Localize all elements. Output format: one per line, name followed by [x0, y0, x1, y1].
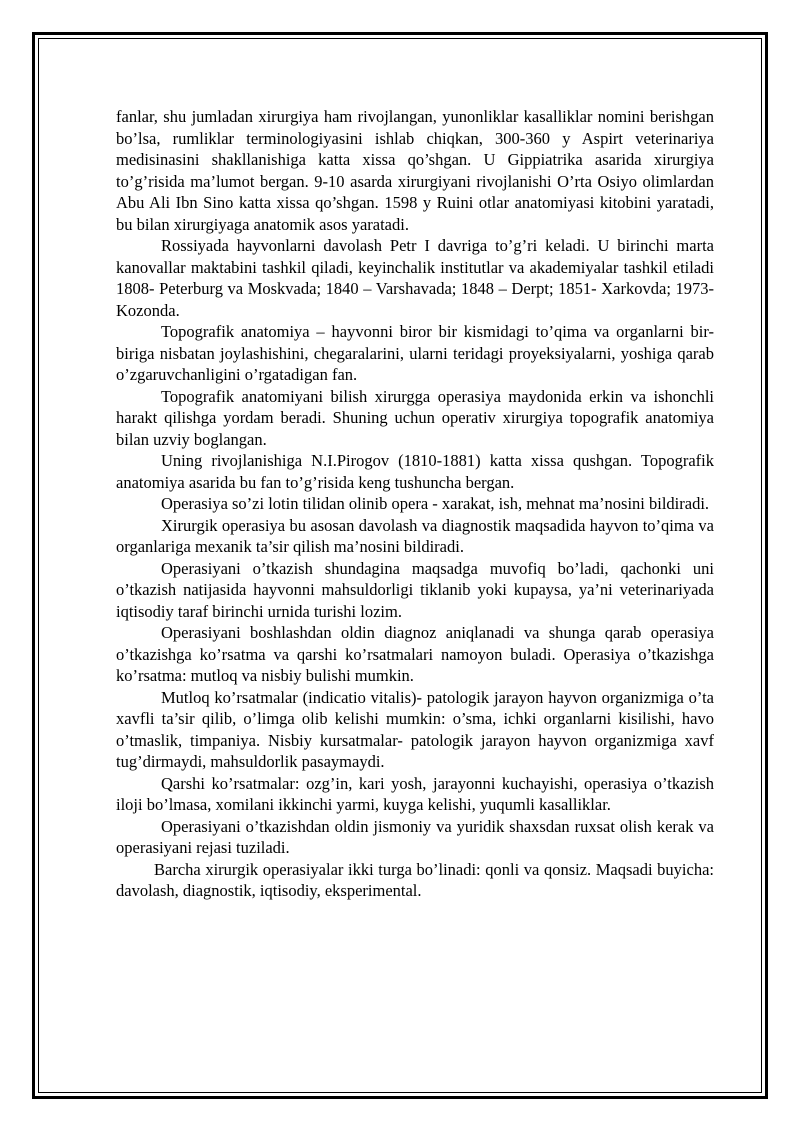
- paragraph-3: Topografik anatomiya – hayvonni biror bir kismidagi to’qima va organlarni bir-biriga nisbatan joylashishini, chegaralarini, ularni teridagi proyeksiyalarni, yoshiga qarab o’zgaruvchanligini o’rgatadigan fan.: [116, 322, 714, 384]
- paragraph-8: Operasiyani o’tkazish shundagina maqsadga muvofiq bo’ladi, qachonki uni o’tkazish natijasida hayvonni mahsuldorligi tiklanib yoki kupaysa, ya’ni veterinariyada iqtisodiy taraf birinchi urnida turishi lozim.: [116, 558, 714, 621]
- document-body: [116, 106, 714, 902]
- paragraph-11: Qarshi ko’rsatmalar: ozg’in, kari yosh, jarayonni kuchayishi, operasiya o’tkazish iloji bo’lmasa, xomilani ikkinchi yarmi, kuyga kelishi, yuqumli kasalliklar.: [116, 773, 714, 814]
- paragraph-10: Mutloq ko’rsatmalar (indicatio vitalis)- patologik jarayon hayvon organizmiga o’ta xavfli ta’sir qilib, o’limga olib kelishi mumkin: o’sma, ichki organlarni kisilishi, havo o’tmaslik, timpaniya. Nisbiy kursatmalar- patologik jarayon hayvon organizmiga xavf tug’dirmaydi, mahsuldorlik pasaymaydi.: [116, 687, 714, 771]
- paragraph-5: Uning rivojlanishiga N.I.Pirogov (1810-1881) katta xissa qushgan. Topografik anatomiya asarida bu fan to’g’risida keng tushuncha bergan.: [116, 451, 714, 492]
- paragraph-1: fanlar, shu jumladan xirurgiya ham rivojlangan, yunonliklar kasalliklar nomini berishgan bo’lsa, rumliklar terminologiyasini ishlab chiqkan, 300-360 y Aspirt veterinariya medisinasini shakllanishiga katta xissa qo’shgan. U Gippiatrika asarida xirurgiya to’g’risida ma’lumot bergan. 9-10 asarda xirurgiyani rivojlanishi O’rta Osiyo olimlardan Abu Ali Ibn Sino katta xissa qo’shgan. 1598 y Ruini otlar anatomiyasi kitobini yaratadi, bu bilan xirurgiyaga anatomik asos yaratadi.: [116, 107, 714, 234]
- paragraph-4: Topografik anatomiyani bilish xirurgga operasiya maydonida erkin va ishonchli harakt qilishga yordam beradi. Shuning uchun operativ xirurgiya topografik anatomiya bilan uzviy boglangan.: [116, 386, 714, 449]
- paragraph-13: Barcha xirurgik operasiyalar ikki turga bo’linadi: qonli va qonsiz. Maqsadi buyicha: davolash, diagnostik, iqtisodiy, eksperimental.: [116, 859, 714, 900]
- paragraph-6: Operasiya so’zi lotin tilidan olinib opera - xarakat, ish, mehnat ma’nosini bildiradi.: [161, 494, 710, 513]
- paragraph-12: Operasiyani o’tkazishdan oldin jismoniy va yuridik shaxsdan ruxsat olish kerak va operasiyani rejasi tuziladi.: [116, 816, 714, 857]
- paragraph-2: Rossiyada hayvonlarni davolash Petr I davriga to’g’ri keladi. U birinchi marta kanovallar maktabini tashkil qiladi, keyinchalik institutlar va akademiyalar tashkil etiladi 1808- Peterburg va Moskvada; 1840 – Varshavada; 1848 – Derpt; 1851- Xarkovda; 1973- Kozonda.: [116, 236, 714, 320]
- paragraph-7: Xirurgik operasiya bu asosan davolash va diagnostik maqsadida hayvon to’qima va organlariga mexanik ta’sir qilish ma’nosini bildiradi.: [116, 515, 714, 556]
- paragraph-9: Operasiyani boshlashdan oldin diagnoz aniqlanadi va shunga qarab operasiya o’tkazishga ko’rsatma va qarshi ko’rsatmalari namoyon buladi. Operasiya o’tkazishga ko’rsatma: mutloq va nisbiy bulishi mumkin.: [116, 623, 714, 685]
